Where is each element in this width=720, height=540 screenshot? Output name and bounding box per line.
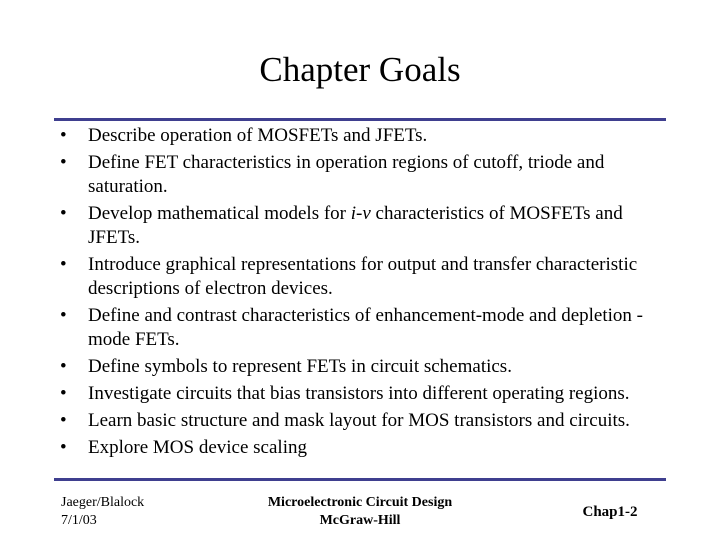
title-divider <box>54 118 666 121</box>
bullet-item <box>56 202 676 250</box>
footer-slide-number: Chap1-2 <box>582 504 638 520</box>
bullet-dot-icon: • <box>60 383 67 405</box>
bullet-text: Describe operation of MOSFETs and JFETs. <box>88 125 428 146</box>
bullet-text: Learn basic structure and mask layout for MOS transistors and circuits. <box>88 410 630 432</box>
footer-divider <box>54 478 666 481</box>
bullet-item <box>56 382 676 406</box>
bullet-item <box>56 409 676 433</box>
bullet-item <box>56 304 676 352</box>
footer-book-title: Microelectronic Circuit Design <box>267 495 453 510</box>
bullet-list <box>56 124 676 463</box>
bullet-item <box>56 253 676 301</box>
bullet-dot-icon: • <box>60 356 67 378</box>
footer-author-names: Jaeger/Blalock <box>61 495 145 510</box>
bullet-text-continued: characteristics of MOSFETs and JFETs. <box>88 202 623 249</box>
bullet-italic-term: i-v <box>350 202 371 224</box>
bullet-dot-icon: • <box>60 254 67 276</box>
bullet-item <box>56 436 676 460</box>
bullet-item <box>56 355 676 379</box>
bullet-text: Develop mathematical models for <box>88 202 351 224</box>
bullet-dot-icon: • <box>60 305 67 327</box>
bullet-text: Introduce graphical representations for output and transfer characteristic descriptions of electron devices. <box>88 254 638 300</box>
footer-date: 7/1/03 <box>61 513 97 528</box>
bullet-text: Define FET characteristics in operation regions of cutoff, triode and saturation. <box>88 151 605 198</box>
bullet-dot-icon: • <box>60 410 67 432</box>
bullet-text: Define and contrast characteristics of enhancement-mode and depletion -mode FETs. <box>88 305 643 351</box>
footer-publisher: McGraw-Hill <box>319 513 401 528</box>
bullet-dot-icon: • <box>60 202 67 224</box>
bullet-dot-icon: • <box>60 436 67 458</box>
bullet-text: Investigate circuits that bias transistors into different operating regions. <box>88 383 630 405</box>
bullet-text: Define symbols to represent FETs in circuit schematics. <box>88 356 512 378</box>
bullet-dot-icon: • <box>60 151 67 173</box>
bullet-text: Explore MOS device scaling <box>88 436 307 458</box>
footer-authors <box>61 494 144 530</box>
bullet-item <box>56 124 676 148</box>
slide-title: Chapter Goals <box>259 50 461 89</box>
bullet-dot-icon: • <box>60 125 67 146</box>
footer-book <box>240 494 480 530</box>
bullet-item <box>56 151 676 199</box>
